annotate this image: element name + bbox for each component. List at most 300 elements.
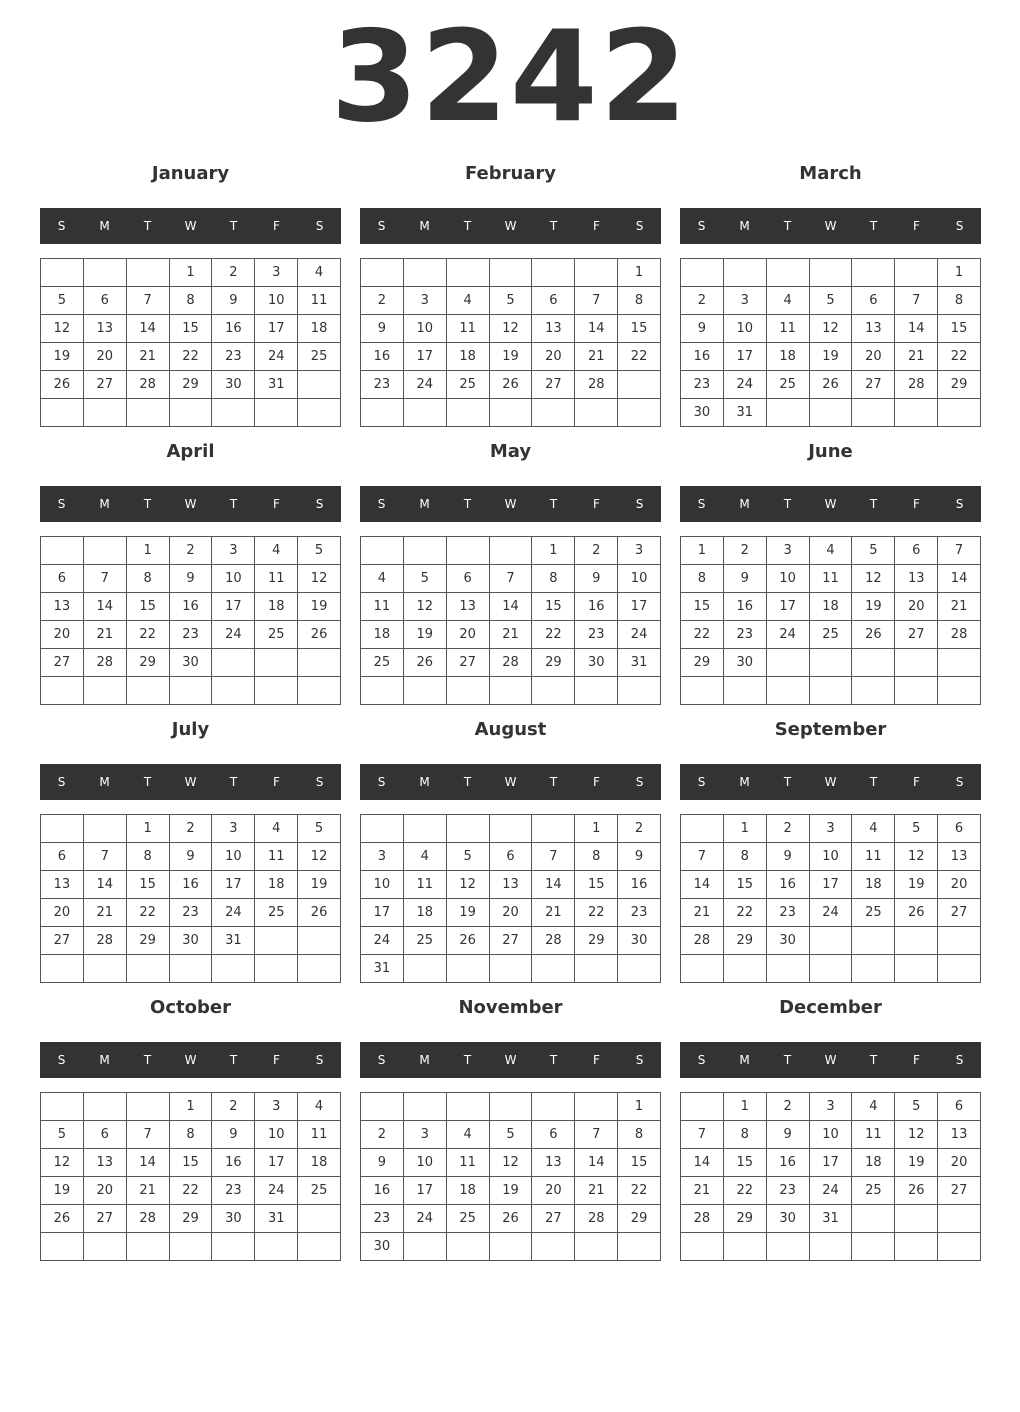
day-cell [41, 1233, 84, 1261]
day-cell: 4 [810, 537, 853, 565]
day-cell [532, 259, 575, 287]
day-cell [938, 649, 981, 677]
day-cell [575, 955, 618, 983]
day-cell: 7 [127, 287, 170, 315]
day-cell: 26 [490, 1205, 533, 1233]
day-cell [127, 677, 170, 705]
day-cell: 7 [84, 565, 127, 593]
day-cell: 27 [938, 1177, 981, 1205]
day-cell [852, 955, 895, 983]
day-cell: 6 [41, 565, 84, 593]
day-cell [490, 1093, 533, 1121]
day-cell: 1 [532, 537, 575, 565]
day-cell [681, 677, 724, 705]
day-cell: 28 [895, 371, 938, 399]
weekday-label: S [697, 775, 706, 789]
day-cell [681, 815, 724, 843]
day-cell: 26 [298, 621, 341, 649]
day-cell: 3 [810, 1093, 853, 1121]
day-cell: 22 [618, 343, 661, 371]
day-cell: 12 [298, 843, 341, 871]
day-cell: 20 [84, 1177, 127, 1205]
day-cell: 9 [681, 315, 724, 343]
day-cell [41, 259, 84, 287]
day-cell [404, 259, 447, 287]
weekday-label: T [869, 775, 878, 789]
day-cell: 1 [127, 815, 170, 843]
day-cell: 27 [41, 649, 84, 677]
day-cell: 15 [575, 871, 618, 899]
day-cell: 31 [361, 955, 404, 983]
day-cell: 30 [170, 649, 213, 677]
weekday-label: T [463, 497, 472, 511]
weekday-label: M [419, 497, 430, 511]
day-cell [852, 1233, 895, 1261]
day-cell: 9 [767, 843, 810, 871]
day-cell: 25 [298, 343, 341, 371]
day-cell [447, 1233, 490, 1261]
day-cell: 17 [404, 343, 447, 371]
weekday-label: F [913, 775, 920, 789]
weekday-label: S [377, 775, 386, 789]
weekday-label: W [824, 219, 837, 233]
day-cell: 4 [361, 565, 404, 593]
day-cell: 8 [681, 565, 724, 593]
day-cell: 20 [938, 871, 981, 899]
day-cell: 22 [127, 899, 170, 927]
day-cell: 7 [532, 843, 575, 871]
day-cell: 20 [447, 621, 490, 649]
day-cell: 10 [404, 315, 447, 343]
day-cell: 23 [170, 621, 213, 649]
weekday-label: W [824, 1053, 837, 1067]
day-cell: 18 [361, 621, 404, 649]
day-cell: 19 [41, 1177, 84, 1205]
weekday-label: W [504, 775, 517, 789]
day-cell: 16 [212, 1149, 255, 1177]
day-cell: 16 [724, 593, 767, 621]
day-cell: 6 [84, 287, 127, 315]
day-cell: 29 [618, 1205, 661, 1233]
day-cell [170, 399, 213, 427]
day-cell: 3 [404, 1121, 447, 1149]
day-cell [490, 955, 533, 983]
day-cell: 2 [170, 815, 213, 843]
day-cell: 6 [84, 1121, 127, 1149]
day-cell: 23 [361, 371, 404, 399]
day-cell: 8 [938, 287, 981, 315]
day-cell: 17 [724, 343, 767, 371]
weekday-label: M [419, 219, 430, 233]
day-cell [298, 1205, 341, 1233]
day-cell: 26 [447, 927, 490, 955]
day-cell: 21 [490, 621, 533, 649]
day-cell: 16 [170, 593, 213, 621]
day-cell: 9 [212, 287, 255, 315]
day-cell: 14 [938, 565, 981, 593]
day-cell [170, 677, 213, 705]
day-cell [84, 677, 127, 705]
month-name: January [151, 163, 230, 184]
day-cell: 2 [767, 815, 810, 843]
day-cell: 6 [895, 537, 938, 565]
weekday-label: M [739, 497, 750, 511]
day-cell: 28 [938, 621, 981, 649]
weekday-label: S [955, 497, 964, 511]
day-cell: 22 [170, 343, 213, 371]
day-cell: 13 [447, 593, 490, 621]
day-cell: 15 [618, 315, 661, 343]
weekday-header [680, 1042, 981, 1078]
day-cell [361, 1093, 404, 1121]
day-cell: 22 [170, 1177, 213, 1205]
day-cell: 22 [724, 1177, 767, 1205]
day-cell: 25 [852, 1177, 895, 1205]
day-cell [724, 259, 767, 287]
weekday-label: S [955, 219, 964, 233]
day-cell: 4 [447, 287, 490, 315]
weekday-label: T [143, 219, 152, 233]
weekday-label: W [504, 1053, 517, 1067]
day-cell: 3 [724, 287, 767, 315]
day-cell: 25 [255, 621, 298, 649]
month-name: April [166, 441, 215, 462]
weekday-label: T [229, 1053, 238, 1067]
day-cell [298, 399, 341, 427]
day-cell: 30 [724, 649, 767, 677]
day-cell: 15 [127, 871, 170, 899]
day-cell [212, 955, 255, 983]
day-cell: 23 [212, 1177, 255, 1205]
day-cell: 18 [447, 1177, 490, 1205]
weekday-label: M [99, 775, 110, 789]
weekday-label: F [273, 1053, 280, 1067]
day-cell [938, 677, 981, 705]
weekday-label: S [955, 775, 964, 789]
weekday-label: T [143, 1053, 152, 1067]
day-cell: 15 [724, 1149, 767, 1177]
day-cell: 8 [575, 843, 618, 871]
day-cell: 24 [404, 371, 447, 399]
day-cell: 13 [41, 593, 84, 621]
day-cell: 25 [852, 899, 895, 927]
weekday-label: M [99, 1053, 110, 1067]
weekday-label: T [783, 1053, 792, 1067]
day-cell: 21 [127, 1177, 170, 1205]
day-cell: 28 [575, 1205, 618, 1233]
day-cell [852, 259, 895, 287]
weekday-label: T [463, 1053, 472, 1067]
day-cell [767, 1233, 810, 1261]
day-cell [255, 677, 298, 705]
day-cell: 2 [681, 287, 724, 315]
day-cell: 31 [212, 927, 255, 955]
day-cell: 10 [810, 1121, 853, 1149]
day-cell [895, 677, 938, 705]
day-cell: 10 [767, 565, 810, 593]
day-cell: 7 [895, 287, 938, 315]
day-cell: 25 [361, 649, 404, 677]
weekday-label: S [377, 219, 386, 233]
day-cell: 20 [84, 343, 127, 371]
day-cell [938, 1233, 981, 1261]
day-cell: 22 [938, 343, 981, 371]
weekday-label: W [184, 219, 197, 233]
weekday-label: S [635, 497, 644, 511]
weekday-label: W [184, 497, 197, 511]
day-cell: 21 [127, 343, 170, 371]
weekday-label: F [273, 219, 280, 233]
day-cell [895, 1205, 938, 1233]
day-cell [84, 815, 127, 843]
day-cell: 8 [618, 1121, 661, 1149]
day-cell: 31 [724, 399, 767, 427]
day-cell: 7 [575, 287, 618, 315]
day-cell: 20 [852, 343, 895, 371]
day-cell: 15 [681, 593, 724, 621]
day-cell: 28 [490, 649, 533, 677]
day-cell: 22 [724, 899, 767, 927]
day-cell: 18 [852, 1149, 895, 1177]
weekday-label: T [143, 775, 152, 789]
day-cell: 18 [255, 871, 298, 899]
day-cell: 7 [84, 843, 127, 871]
weekday-label: S [57, 497, 66, 511]
day-cell: 15 [127, 593, 170, 621]
weekday-label: T [783, 775, 792, 789]
day-cell: 17 [618, 593, 661, 621]
day-cell: 1 [681, 537, 724, 565]
weekday-header [360, 764, 661, 800]
day-cell [575, 1093, 618, 1121]
day-cell: 2 [361, 287, 404, 315]
day-cell: 1 [170, 1093, 213, 1121]
day-cell [84, 1233, 127, 1261]
day-cell: 17 [767, 593, 810, 621]
day-grid [680, 258, 981, 427]
weekday-label: W [184, 775, 197, 789]
weekday-label: S [315, 497, 324, 511]
day-cell: 1 [724, 815, 767, 843]
day-cell: 2 [724, 537, 767, 565]
day-cell: 25 [255, 899, 298, 927]
day-cell: 15 [618, 1149, 661, 1177]
day-cell: 6 [938, 1093, 981, 1121]
day-cell: 8 [170, 287, 213, 315]
day-cell: 9 [724, 565, 767, 593]
day-cell: 14 [84, 871, 127, 899]
day-cell: 20 [532, 343, 575, 371]
day-cell: 27 [532, 371, 575, 399]
day-cell [810, 927, 853, 955]
day-cell: 16 [170, 871, 213, 899]
day-cell [618, 1233, 661, 1261]
day-cell: 4 [852, 815, 895, 843]
day-cell: 23 [618, 899, 661, 927]
day-cell [767, 399, 810, 427]
day-cell: 9 [170, 843, 213, 871]
day-cell: 5 [41, 1121, 84, 1149]
day-cell: 2 [575, 537, 618, 565]
day-cell: 13 [532, 315, 575, 343]
day-cell: 6 [41, 843, 84, 871]
day-cell [895, 927, 938, 955]
day-cell: 25 [767, 371, 810, 399]
day-cell: 7 [127, 1121, 170, 1149]
day-cell [575, 399, 618, 427]
weekday-label: F [593, 219, 600, 233]
month-name: November [458, 997, 563, 1018]
day-cell: 31 [255, 371, 298, 399]
day-cell [767, 649, 810, 677]
day-cell [404, 677, 447, 705]
day-cell: 28 [127, 1205, 170, 1233]
day-cell: 8 [532, 565, 575, 593]
day-cell: 6 [490, 843, 533, 871]
day-cell: 22 [618, 1177, 661, 1205]
day-cell: 11 [298, 287, 341, 315]
day-cell: 24 [361, 927, 404, 955]
day-cell [404, 1093, 447, 1121]
day-cell [212, 677, 255, 705]
day-cell: 8 [618, 287, 661, 315]
day-cell: 14 [575, 315, 618, 343]
day-cell: 12 [298, 565, 341, 593]
weekday-label: S [315, 1053, 324, 1067]
day-cell [490, 537, 533, 565]
day-cell: 9 [575, 565, 618, 593]
day-cell [575, 259, 618, 287]
day-cell: 20 [895, 593, 938, 621]
day-cell: 5 [41, 287, 84, 315]
day-cell: 12 [41, 1149, 84, 1177]
day-cell: 27 [895, 621, 938, 649]
weekday-label: S [377, 497, 386, 511]
day-cell [810, 399, 853, 427]
day-cell: 31 [618, 649, 661, 677]
day-cell: 20 [532, 1177, 575, 1205]
month-name: July [171, 719, 210, 740]
day-cell [852, 927, 895, 955]
day-cell [170, 1233, 213, 1261]
day-cell: 29 [681, 649, 724, 677]
day-cell: 1 [127, 537, 170, 565]
day-cell: 18 [447, 343, 490, 371]
day-cell: 23 [767, 899, 810, 927]
day-cell: 17 [255, 315, 298, 343]
day-grid [40, 814, 341, 983]
weekday-label: S [697, 219, 706, 233]
weekday-header [680, 764, 981, 800]
day-cell: 20 [938, 1149, 981, 1177]
day-cell: 19 [404, 621, 447, 649]
day-cell [938, 955, 981, 983]
day-cell: 29 [938, 371, 981, 399]
day-cell: 18 [255, 593, 298, 621]
day-cell: 15 [170, 315, 213, 343]
day-cell: 27 [938, 899, 981, 927]
weekday-label: T [783, 497, 792, 511]
day-grid [360, 1092, 661, 1261]
day-cell [895, 1233, 938, 1261]
day-cell: 7 [490, 565, 533, 593]
day-grid [680, 536, 981, 705]
day-cell: 19 [852, 593, 895, 621]
day-cell: 2 [361, 1121, 404, 1149]
day-cell [447, 1093, 490, 1121]
weekday-label: S [635, 1053, 644, 1067]
day-cell [532, 1233, 575, 1261]
day-cell: 11 [404, 871, 447, 899]
day-cell: 5 [490, 1121, 533, 1149]
day-cell: 24 [255, 343, 298, 371]
day-cell: 30 [361, 1233, 404, 1261]
weekday-label: S [955, 1053, 964, 1067]
day-cell [810, 955, 853, 983]
day-cell: 3 [255, 259, 298, 287]
day-cell [361, 677, 404, 705]
day-cell [767, 955, 810, 983]
day-cell [361, 259, 404, 287]
day-cell: 18 [298, 1149, 341, 1177]
weekday-label: S [635, 775, 644, 789]
day-cell: 11 [447, 1149, 490, 1177]
day-cell [895, 649, 938, 677]
day-cell: 22 [681, 621, 724, 649]
day-cell: 7 [681, 1121, 724, 1149]
day-cell [447, 815, 490, 843]
day-cell: 31 [255, 1205, 298, 1233]
day-cell: 10 [810, 843, 853, 871]
day-cell: 4 [298, 259, 341, 287]
day-cell: 20 [490, 899, 533, 927]
weekday-label: T [143, 497, 152, 511]
day-cell: 21 [938, 593, 981, 621]
weekday-label: F [593, 497, 600, 511]
weekday-label: S [635, 219, 644, 233]
day-cell [810, 677, 853, 705]
day-cell: 27 [41, 927, 84, 955]
day-cell: 29 [170, 371, 213, 399]
day-cell: 28 [532, 927, 575, 955]
day-cell: 12 [490, 315, 533, 343]
day-cell [127, 955, 170, 983]
day-cell: 13 [895, 565, 938, 593]
day-cell: 2 [212, 259, 255, 287]
day-cell [852, 649, 895, 677]
month-name: October [150, 997, 231, 1018]
day-cell: 8 [127, 565, 170, 593]
day-cell: 9 [212, 1121, 255, 1149]
weekday-label: S [57, 1053, 66, 1067]
weekday-header [360, 208, 661, 244]
day-cell [127, 1093, 170, 1121]
day-cell: 23 [724, 621, 767, 649]
day-cell: 2 [618, 815, 661, 843]
day-cell [41, 1093, 84, 1121]
day-cell: 3 [404, 287, 447, 315]
day-cell: 9 [170, 565, 213, 593]
day-cell: 13 [490, 871, 533, 899]
day-cell: 6 [852, 287, 895, 315]
day-cell: 26 [810, 371, 853, 399]
day-cell: 27 [532, 1205, 575, 1233]
day-cell [361, 537, 404, 565]
weekday-header [360, 1042, 661, 1078]
day-cell: 22 [532, 621, 575, 649]
weekday-label: T [549, 219, 558, 233]
day-cell [127, 259, 170, 287]
